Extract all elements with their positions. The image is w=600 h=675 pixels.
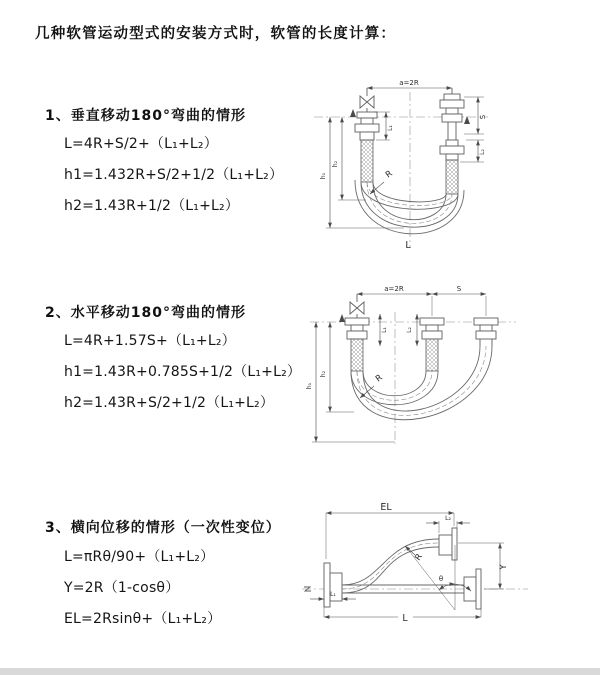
- page-title: 几种软管运动型式的安装方式时，软管的长度计算：: [35, 26, 397, 42]
- formula-h2: h2=1.43R+1/2（L₁+L₂）: [64, 198, 240, 214]
- braid-section: [446, 160, 458, 194]
- dim-label-h1: h₁: [320, 172, 327, 180]
- dim-label-length: L: [405, 240, 411, 251]
- right-fitting-lower: [440, 140, 464, 194]
- scan-edge: [0, 668, 600, 675]
- dim-label-y: Y: [499, 564, 509, 570]
- right-fitting-upper: [440, 88, 464, 140]
- dim-label-radius: R: [373, 372, 385, 385]
- diagram-horizontal-180-bend: [306, 284, 536, 456]
- left-fitting: [355, 112, 379, 182]
- movement-arrow-icon: [350, 109, 356, 117]
- braid-section: [361, 140, 373, 182]
- diagram-vertical-180-bend: [308, 76, 538, 258]
- formula-h1: h1=1.432R+S/2+1/2（L₁+L₂）: [64, 167, 284, 183]
- dim-label-radius: R: [383, 168, 395, 181]
- braid-section: [426, 339, 438, 371]
- dim-label-stroke: S: [456, 285, 462, 293]
- braid-section: [351, 339, 363, 371]
- dim-label-span: a=2R: [399, 79, 419, 87]
- movement-arrow-icon: [339, 314, 345, 322]
- dim-label-stroke: S: [479, 114, 487, 120]
- formula-y: Y=2R（1-cosθ）: [64, 580, 180, 596]
- dim-label-h1: h₁: [306, 382, 313, 390]
- moving-fitting-inner-position: [420, 318, 444, 371]
- dim-label-h2: h₂: [320, 370, 327, 378]
- hose-displaced-position: [342, 528, 457, 593]
- moving-fitting-outer-position: [474, 318, 498, 346]
- dim-label-h2: h₂: [332, 160, 339, 168]
- dim-label-theta: θ: [438, 575, 444, 583]
- dim-label-l2: L₂: [445, 515, 451, 522]
- left-fitting: [345, 318, 369, 371]
- dim-label-radius: R: [413, 552, 425, 563]
- left-flange: [324, 563, 342, 607]
- dim-label-l1: L₁: [381, 327, 388, 333]
- section-3-heading: 3、横向位移的情形（一次性变位）: [45, 520, 281, 536]
- formula-length: L=πRθ/90+（L₁+L₂）: [64, 549, 215, 565]
- formula-h1: h1=1.43R+0.785S+1/2（L₁+L₂）: [64, 364, 302, 380]
- formula-length: L=4R+S/2+（L₁+L₂）: [64, 136, 218, 152]
- formula-el: EL=2Rsinθ+（L₁+L₂）: [64, 611, 222, 627]
- dim-label-l1: L₁: [387, 125, 394, 131]
- dim-label-el: EL: [380, 502, 392, 513]
- dim-label-span: a=2R: [384, 285, 404, 293]
- diagram-lateral-displacement: [298, 497, 598, 649]
- dim-label-length: L: [402, 613, 408, 624]
- section-1-heading: 1、垂直移动180°弯曲的情形: [45, 108, 246, 124]
- section-2-heading: 2、水平移动180°弯曲的情形: [45, 305, 246, 321]
- valve-icon: [350, 294, 364, 318]
- dim-label-l2: L₂: [479, 149, 486, 155]
- formula-length: L=4R+1.57S+（L₁+L₂）: [64, 333, 236, 349]
- formula-h2: h2=1.43R+S/2+1/2（L₁+L₂）: [64, 395, 275, 411]
- dim-label-l2: L₂: [406, 327, 413, 333]
- valve-icon: [360, 88, 374, 112]
- dim-label-l1: L₁: [330, 591, 336, 598]
- hose-u-bend: [351, 346, 492, 420]
